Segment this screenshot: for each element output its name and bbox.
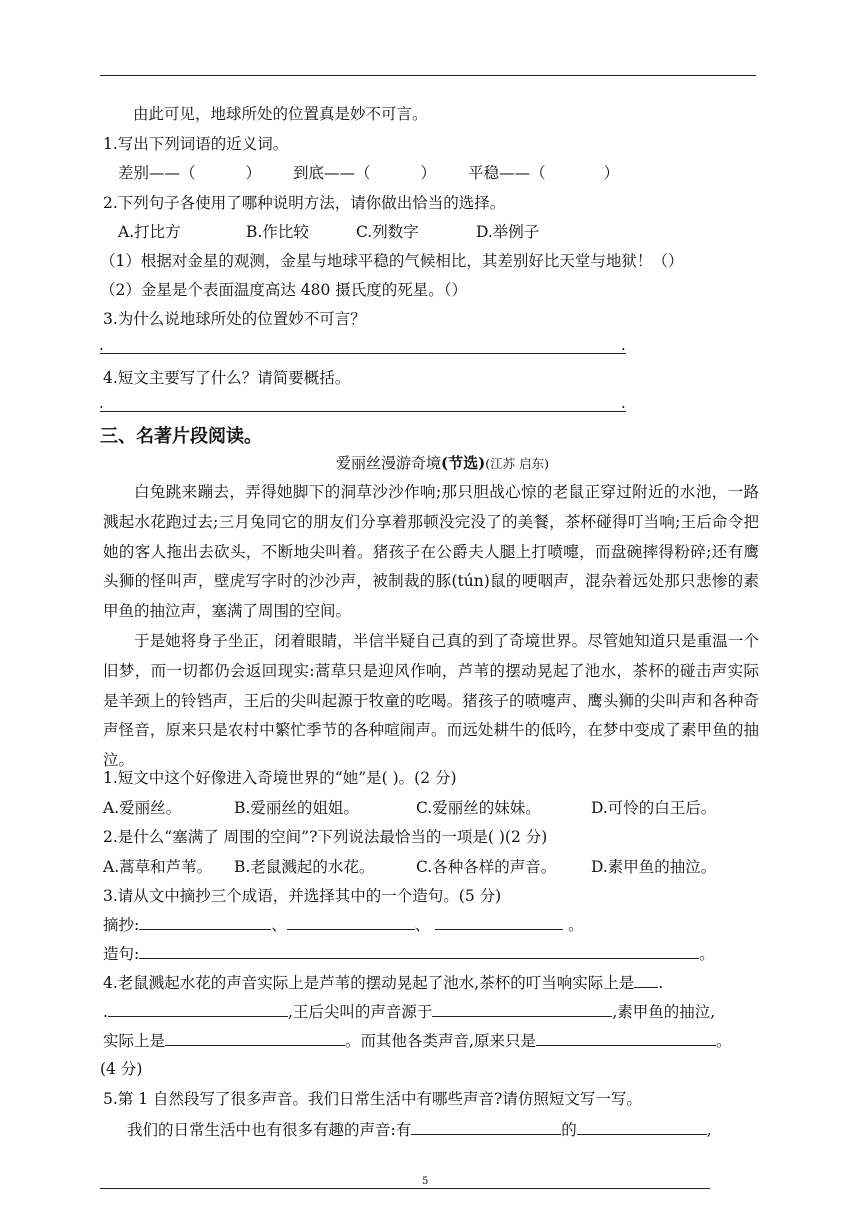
header-rule (100, 75, 756, 76)
p3-q1-option-a: A.爱丽丝。 (103, 799, 182, 817)
p3-q4-score: (4 分) (100, 1060, 143, 1078)
p3-q2-options (103, 857, 716, 877)
footer-rule (100, 1188, 710, 1189)
q2-options (118, 222, 539, 242)
q4-blank-3[interactable] (165, 1030, 345, 1046)
q4-prompt: 4.短文主要写了什么？请简要概括。 (103, 369, 351, 387)
q2-sentence-1: （1）根据对金星的观测，金星与地球平稳的气候相比，其差别好比天堂与地狱！（） (100, 252, 684, 270)
q5-blank-2[interactable] (577, 1119, 707, 1135)
p3-q1-option-c: C.爱丽丝的妹妹。 (416, 799, 541, 817)
p3-q2-option-c: C.各种各样的声音。 (416, 858, 557, 876)
idiom-blank-3[interactable] (435, 914, 563, 930)
copy-label: 摘抄: (103, 916, 140, 934)
p3-q5-row: 我们的日常生活中也有很多有趣的声音:有 的 , (127, 1121, 712, 1139)
idiom-blank-1[interactable] (139, 914, 271, 930)
article-paragraph-2: 于是她将身子坐正，闭着眼睛，半信半疑自己真的到了奇境世界。尽管她知道只是重温一个旧梦，而一切都仍会返回现实:蒿草只是迎风作响，芦苇的摆动晃起了池水，茶杯的碰击声实际是羊颈上的铃铛声，王后的尖叫起源于牧童的吃喝。猪孩子的喷嚏声、鹰头狮的尖叫声和各种奇声怪音，原来只是农村中繁忙季节的各种喧闹声。而远处耕牛的低吟，在梦中变成了素甲鱼的抽泣。 (103, 631, 759, 770)
q4-dot-left: . (99, 394, 104, 412)
q4-answer-line[interactable] (100, 411, 626, 412)
sentence-label: 造句: (103, 945, 140, 963)
q4-blank-4[interactable] (536, 1030, 716, 1046)
idiom-blank-2[interactable] (287, 914, 415, 930)
article-title-main: 爱丽丝漫游奇境 (336, 454, 442, 472)
q1-item-2: 到底——（ (293, 164, 371, 182)
q1-prompt: 1.写出下列词语的近义词。 (103, 135, 289, 153)
intro-line: 由此可见，地球所处的位置真是妙不可言。 (133, 105, 428, 123)
p3-q3-prompt: 3.请从文中摘抄三个成语，并选择其中的一个造句。(5 分) (103, 887, 502, 905)
p3-q2-option-d: D.素甲鱼的抽泣。 (591, 858, 717, 876)
q2-option-c: C.列数字 (356, 223, 419, 241)
p3-q1-option-b: B.爱丽丝的姐姐。 (234, 799, 359, 817)
article-title-excerpt: (节选) (441, 454, 486, 472)
p3-q1-option-d: D.可怜的白王后。 (591, 799, 717, 817)
p3-q4-line-2: . ,王后尖叫的声音源于 ,素甲鱼的抽泣, (103, 1003, 716, 1021)
p3-q2-option-a: A.蒿草和芦苇。 (103, 858, 213, 876)
q1-items: 差别——（ ） 到底——（ ） 平稳——（ ） (118, 164, 620, 182)
article-paragraph-1: 白兔跳来蹦去，弄得她脚下的洞草沙沙作响;那只胆战心惊的老鼠正穿过附近的水池，一路溅起水花跑过去;三月兔同它的朋友们分享着那顿没完没了的美餐，茶杯碰得叮当响;王后命令把她的客人拖出去砍头，不断地尖叫着。猪孩子在公爵夫人腿上打喷嚏，而盘碗摔得粉碎;还有鹰头狮的怪叫声，壁虎写字时的沙沙声，被制裁的豚(tún)鼠的哽咽声，混杂着远处那只悲惨的素甲鱼的抽泣声，塞满了周围的空间。 (103, 483, 759, 621)
sentence-blank[interactable] (139, 943, 699, 959)
p3-q4-line-1: 4.老鼠溅起水花的声音实际上是芦苇的摆动晃起了池水,茶杯的叮当响实际上是 . (103, 974, 664, 992)
p3-q2-prompt: 2.是什么“塞满了 周围的空间”?下列说法最恰当的一项是( )(2 分) (103, 828, 548, 846)
q4-blank-1b[interactable] (108, 1001, 288, 1017)
p3-q1-options (103, 798, 716, 818)
p3-q3-sentence-row: 造句: 。 (103, 945, 715, 963)
q3-dot-right: . (621, 336, 626, 354)
article-title (336, 452, 549, 473)
q2-option-b: B.作比较 (246, 223, 309, 241)
p3-q5-prompt: 5.第 1 自然段写了很多声音。我们日常生活中有哪些声音?请仿照短文写一写。 (103, 1090, 642, 1108)
p3-q2-option-b: B.老鼠溅起的水花。 (234, 858, 375, 876)
q3-dot-left: . (99, 336, 104, 354)
q2-sentence-2: （2）金星是个表面温度高达 480 摄氏度的死星。（） (100, 281, 468, 299)
q4-dot-right: . (621, 394, 626, 412)
article-source: (江苏 启东) (485, 456, 549, 471)
q4-blank-1a[interactable] (634, 972, 658, 988)
p3-q3-copy-row: 摘抄: 、 、 。 (103, 916, 584, 934)
q2-option-d: D.举例子 (476, 223, 540, 241)
p3-q4-line-3: 实际上是 。而其他各类声音,原来只是 。 (103, 1032, 732, 1050)
section-title: 三、名著片段阅读。 (100, 426, 262, 447)
q4-blank-2[interactable] (432, 1001, 612, 1017)
article-body (103, 478, 759, 776)
q1-item-1: 差别——（ (118, 164, 196, 182)
q1-item-3: 平稳——（ (468, 164, 546, 182)
p3-q1-prompt: 1.短文中这个好像进入奇境世界的“她”是( )。(2 分) (103, 769, 457, 787)
page-number: 5 (422, 1176, 429, 1187)
q2-option-a: A.打比方 (118, 223, 181, 241)
q5-blank-1[interactable] (411, 1119, 561, 1135)
q2-prompt: 2.下列句子各使用了哪种说明方法，请你做出恰当的选择。 (103, 194, 506, 212)
q3-answer-line[interactable] (100, 353, 626, 354)
q3-prompt: 3.为什么说地球所处的位置妙不可言？ (103, 310, 366, 328)
